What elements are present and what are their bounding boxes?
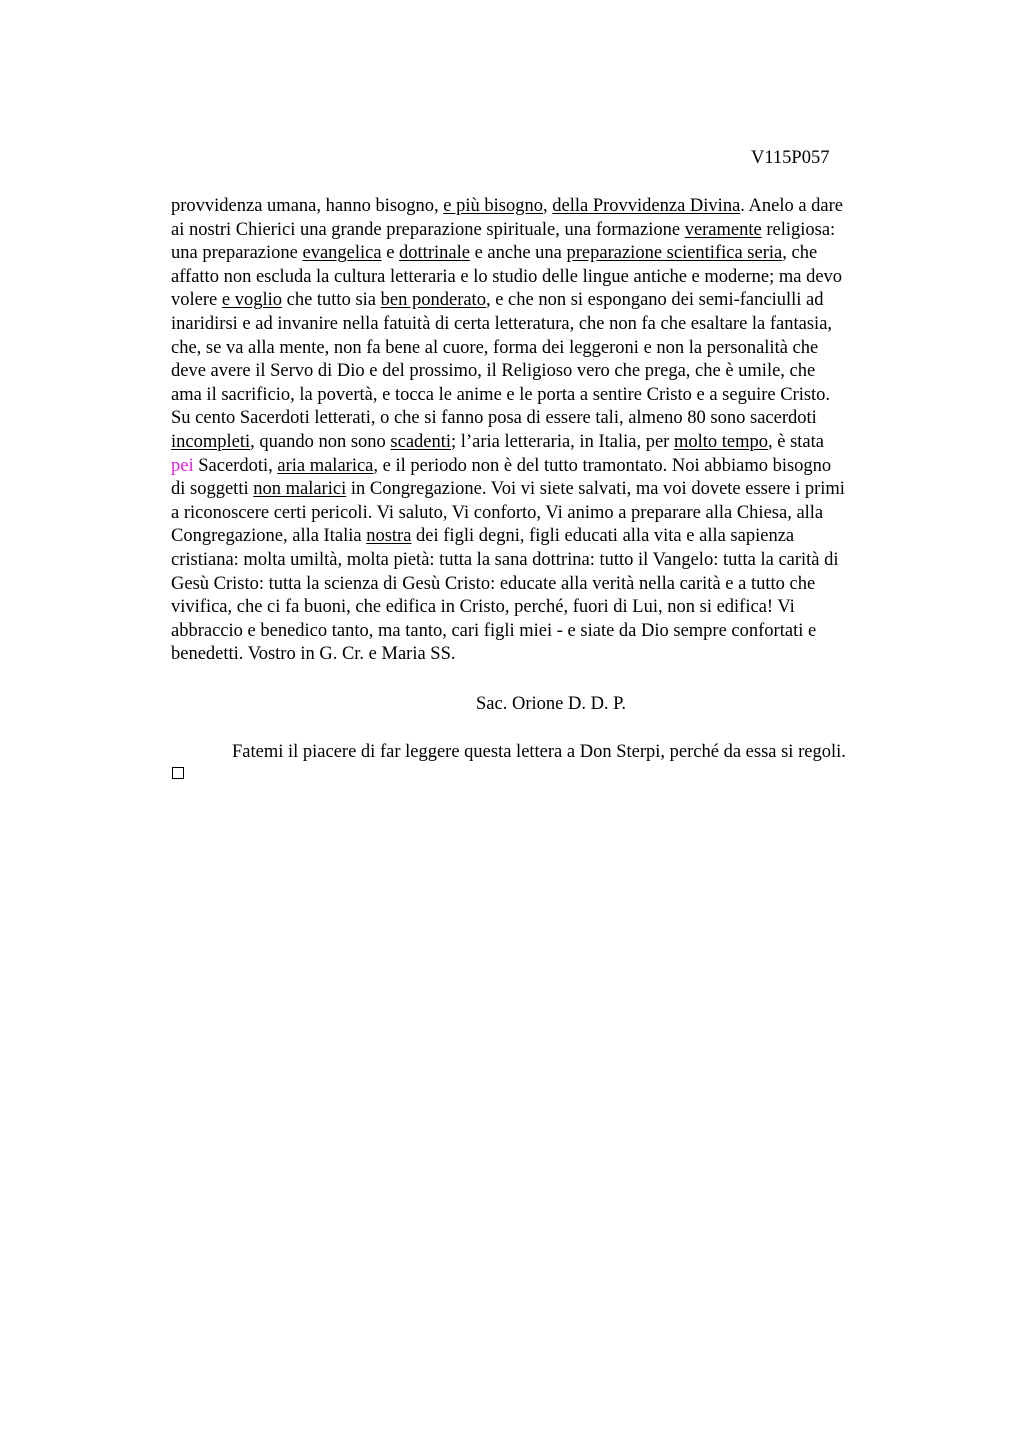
text-run: che, se va alla mente, non fa bene al cuore, forma dei leggeroni e non la personalità che <box>171 337 819 358</box>
text-run: ai nostri Chierici una grande preparazione spirituale, una formazione <box>171 219 685 240</box>
text-run: in Congregazione. Voi vi siete salvati, ma voi dovete essere i primi <box>346 479 845 500</box>
text-run: affatto non escluda la cultura letteraria e lo studio delle lingue antiche e moderne; ma devo <box>171 266 843 287</box>
underlined-phrase: nostra <box>366 526 412 547</box>
text-run: ama il sacrificio, la povertà, e tocca le anime e le porta a sentire Cristo e a seguire Cristo. <box>171 384 831 405</box>
text-run: , è stata <box>768 431 824 452</box>
text-line <box>171 643 951 667</box>
text-run: , <box>543 196 553 216</box>
underlined-phrase: preparazione scientifica seria <box>566 243 783 264</box>
text-run: cristiana: molta umiltà, molta pietà: tutta la sana dottrina: tutto il Vangelo: tutta la carità di <box>171 549 839 570</box>
text-run: provvidenza umana, hanno bisogno, <box>171 196 444 216</box>
text-line <box>171 478 951 502</box>
text-line <box>171 502 951 526</box>
text-line <box>171 289 951 313</box>
text-line <box>171 384 951 408</box>
letter-body <box>171 195 951 667</box>
text-line <box>171 455 951 479</box>
text-run: , e il periodo non è del tutto tramontato. Noi abbiamo bisogno <box>373 455 832 476</box>
text-run: abbraccio e benedico tanto, ma tanto, cari figli miei - e siate da Dio sempre confortati e <box>171 620 817 641</box>
text-run: religiosa: <box>761 219 836 240</box>
empty-square-icon <box>172 767 184 779</box>
underlined-phrase: evangelica <box>302 243 382 264</box>
text-line <box>171 242 951 266</box>
underlined-phrase: della Provvidenza Divina <box>552 196 741 216</box>
text-run: Su cento Sacerdoti letterati, o che si fanno posa di essere tali, almeno 80 sono sacerdoti <box>171 408 817 429</box>
text-run: dei figli degni, figli educati alla vita e alla sapienza <box>411 526 795 547</box>
text-run: una preparazione <box>171 243 303 264</box>
underlined-phrase: scadenti <box>390 431 452 452</box>
underlined-phrase: e più bisogno <box>443 196 543 216</box>
text-run: a riconoscere certi pericoli. Vi saluto, Vi conforto, Vi animo a preparare alla Chiesa, alla <box>171 502 824 523</box>
text-run: vivifica, che ci fa buoni, che edifica in Cristo, perché, fuori di Lui, non si edifica! Vi <box>171 597 795 618</box>
text-run: . Anelo a dare <box>740 196 844 216</box>
text-line <box>171 573 951 597</box>
text-line <box>171 360 951 384</box>
postscript: Fatemi il piacere di far leggere questa lettera a Don Sterpi, perché da essa si regoli. <box>232 742 846 762</box>
text-line <box>171 525 951 549</box>
text-run: , e che non si espongano dei semi-fanciulli ad <box>485 290 824 311</box>
text-run: Sacerdoti, <box>193 455 278 476</box>
underlined-phrase: aria malarica <box>277 455 374 476</box>
text-run: , che <box>782 243 818 264</box>
page-code: V115P057 <box>751 148 830 168</box>
text-run: inaridirsi e ad invanire nella fatuità di certa letteratura, che non fa che esaltare la fantasia, <box>171 313 833 334</box>
text-line <box>171 596 951 620</box>
text-line <box>171 337 951 361</box>
text-run: che tutto sia <box>281 290 381 311</box>
text-line <box>171 431 951 455</box>
text-line <box>171 195 951 219</box>
text-run: di soggetti <box>171 479 254 500</box>
text-run: ; l’aria letteraria, in Italia, per <box>451 431 674 452</box>
text-run: deve avere il Servo di Dio e del prossimo, il Religioso vero che prega, che è umile, che <box>171 361 816 382</box>
text-line <box>171 313 951 337</box>
underlined-phrase: dottrinale <box>399 243 470 264</box>
text-line <box>171 407 951 431</box>
text-run: volere <box>171 290 222 311</box>
underlined-phrase: veramente <box>684 219 762 240</box>
text-run: e <box>381 243 400 264</box>
underlined-phrase: non malarici <box>253 479 347 500</box>
text-line <box>171 620 951 644</box>
text-line <box>171 266 951 290</box>
underlined-phrase: ben ponderato <box>380 290 486 311</box>
text-run: , quando non sono <box>250 431 391 452</box>
signature: Sac. Orione D. D. P. <box>476 694 627 714</box>
underlined-phrase: e voglio <box>221 290 282 311</box>
text-run: Gesù Cristo: tutta la scienza di Gesù Cristo: educate alla verità nella carità e a tutto che <box>171 573 816 594</box>
text-line <box>171 549 951 573</box>
underlined-phrase: incompleti <box>171 431 251 452</box>
text-line <box>171 219 951 243</box>
highlighted-word: pei <box>171 455 194 476</box>
text-run: benedetti. Vostro in G. Cr. e Maria SS. <box>171 644 456 665</box>
underlined-phrase: molto tempo <box>673 431 768 452</box>
text-run: Congregazione, alla Italia <box>171 526 367 547</box>
text-run: e anche una <box>469 243 567 264</box>
